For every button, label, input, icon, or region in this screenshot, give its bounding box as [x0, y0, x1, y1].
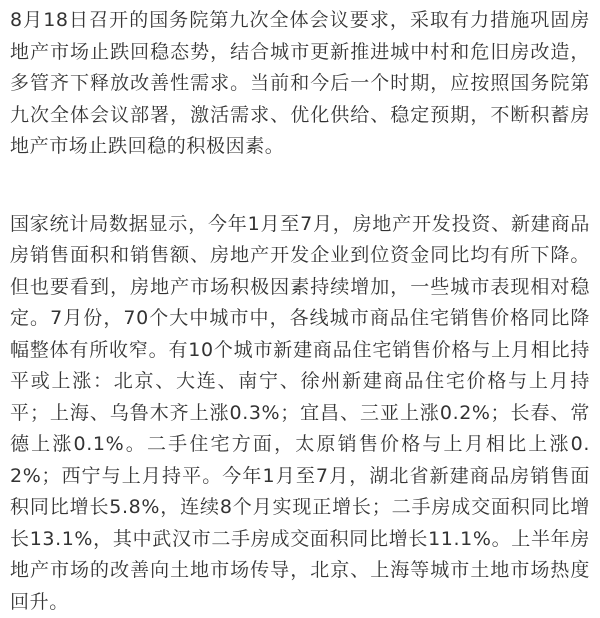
paragraph-spacer	[10, 163, 590, 209]
paragraph-2: 国家统计局数据显示，今年1月至7月，房地产开发投资、新建商品房销售面积和销售额、房地产开发企业到位资金同比均有所下降。但也要看到，房地产市场积极因素持续增加，一些城市表现相对稳定。7月份，70个大中城市中，各线城市商品住宅销售价格同比降幅整体有所收窄。有10个城市新建商品住宅销售价格与上月相比持平或上涨：北京、大连、南宁、徐州新建商品住宅价格与上月持平；上海、乌鲁木齐上涨0.3%；宜昌、三亚上涨0.2%；长春、常德上涨0.1%。二手住宅方面，太原销售价格与上月相比上涨0.2%；西宁与上月持平。今年1月至7月，湖北省新建商品房销售面积同比增长5.8%，连续8个月实现正增长；二手房成交面积同比增长13.1%，其中武汉市二手房成交面积同比增长11.1%。上半年房地产市场的改善向土地市场传导，北京、上海等城市土地市场热度回升。	[10, 209, 590, 618]
article-body	[10, 0, 590, 618]
paragraph-1: 8月18日召开的国务院第九次全体会议要求，采取有力措施巩固房地产市场止跌回稳态势，结合城市更新推进城中村和危旧房改造，多管齐下释放改善性需求。当前和今后一个时期，应按照国务院第九次全体会议部署，激活需求、优化供给、稳定预期，不断积蓄房地产市场止跌回稳的积极因素。	[10, 0, 590, 163]
